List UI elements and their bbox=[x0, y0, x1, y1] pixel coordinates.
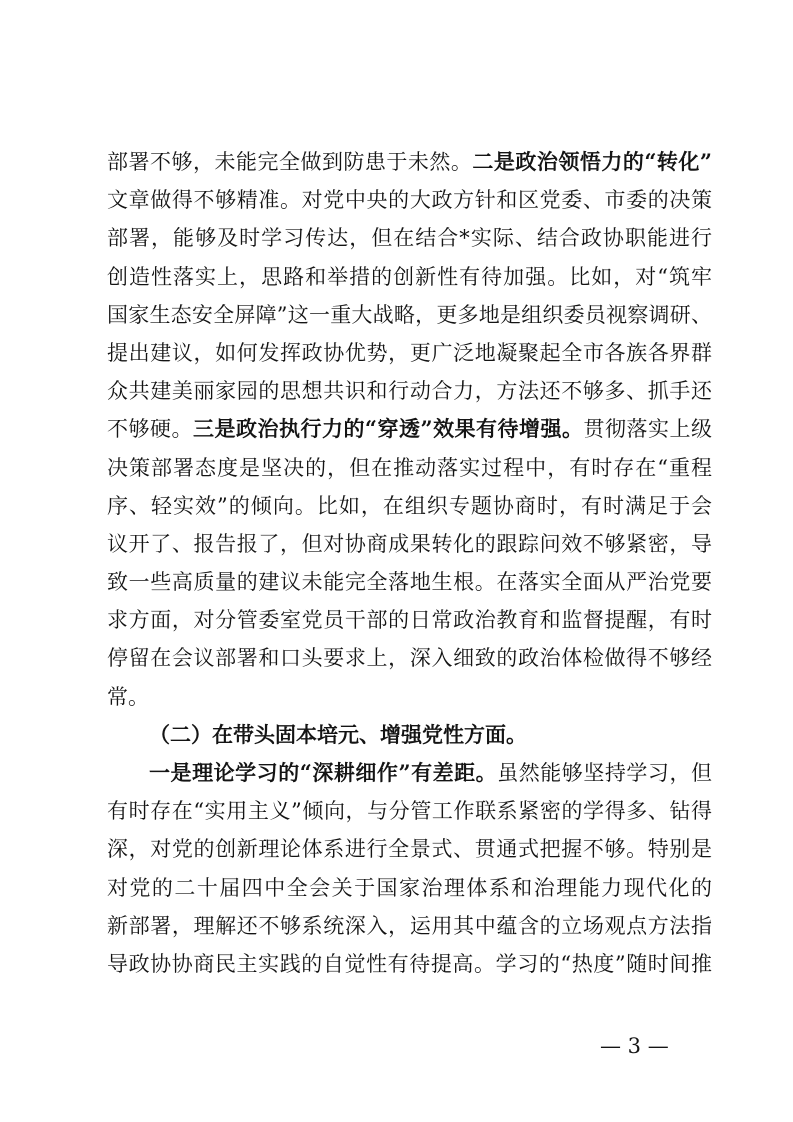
text-segment: 贯彻落实上级 bbox=[583, 417, 713, 442]
section-heading: （二）在带头固本培元、增强党性方面。 bbox=[149, 721, 527, 747]
text-line: 序、轻实效”的倾向。比如，在组织专题协商时，有时满足于会 bbox=[107, 493, 712, 518]
text-segment: 不够硬。 bbox=[107, 417, 193, 442]
page-number: — 3 — bbox=[600, 1034, 669, 1058]
bold-lead-phrase: 三是政治执行力的“穿透”效果有待增强。 bbox=[192, 416, 584, 442]
text-line: 议开了、报告报了，但对协商成果转化的跟踪问效不够紧密，导 bbox=[107, 531, 712, 556]
text-line: 提出建议，如何发挥政协优势，更广泛地凝聚起全市各族各界群 bbox=[107, 340, 712, 365]
text-line: 停留在会议部署和口头要求上，深入细致的政治体检做得不够经 bbox=[107, 646, 712, 671]
text-line: 导政协协商民主实践的自觉性有待提高。学习的“热度”随时间推 bbox=[107, 951, 712, 976]
text-line: 对党的二十届四中全会关于国家治理体系和治理能力现代化的 bbox=[107, 875, 712, 900]
text-line: 决策部署态度是坚决的，但在推动落实过程中，有时存在“重程 bbox=[107, 455, 712, 480]
text-segment: 虽然能够坚持学习，但 bbox=[497, 761, 712, 785]
text-line: 创造性落实上，思路和举措的创新性有待加强。比如，对“筑牢 bbox=[107, 264, 712, 289]
document-body bbox=[107, 143, 712, 983]
text-line: 部署，能够及时学习传达，但在结合*实际、结合政协职能进行 bbox=[107, 226, 712, 251]
text-line: 深，对党的创新理论体系进行全景式、贯通式把握不够。特别是 bbox=[107, 837, 712, 862]
text-line bbox=[107, 754, 712, 792]
text-line: 众共建美丽家园的思想共识和行动合力，方法还不够多、抓手还 bbox=[107, 379, 712, 404]
text-line bbox=[107, 143, 712, 181]
text-line bbox=[107, 410, 712, 448]
text-line: 文章做得不够精准。对党中央的大政方针和区党委、市委的决策 bbox=[107, 188, 712, 213]
text-line: 新部署，理解还不够系统深入，运用其中蕴含的立场观点方法指 bbox=[107, 913, 712, 938]
text-segment: 部署不够，未能完全做到防患于未然。 bbox=[107, 150, 473, 174]
bold-lead-phrase: 二是政治领悟力的“转化” bbox=[472, 149, 712, 174]
text-line: 国家生态安全屏障”这一重大战略，更多地是组织委员视察调研、 bbox=[107, 302, 712, 327]
bold-lead-phrase: 一是理论学习的“深耕细作”有差距。 bbox=[149, 760, 498, 785]
text-line: 求方面，对分管委室党员干部的日常政治教育和监督提醒，有时 bbox=[107, 608, 712, 633]
text-line: 致一些高质量的建议未能完全落地生根。在落实全面从严治党要 bbox=[107, 570, 712, 595]
text-line: 常。 bbox=[107, 684, 149, 709]
text-line: 有时存在“实用主义”倾向，与分管工作联系紧密的学得多、钻得 bbox=[107, 799, 712, 824]
